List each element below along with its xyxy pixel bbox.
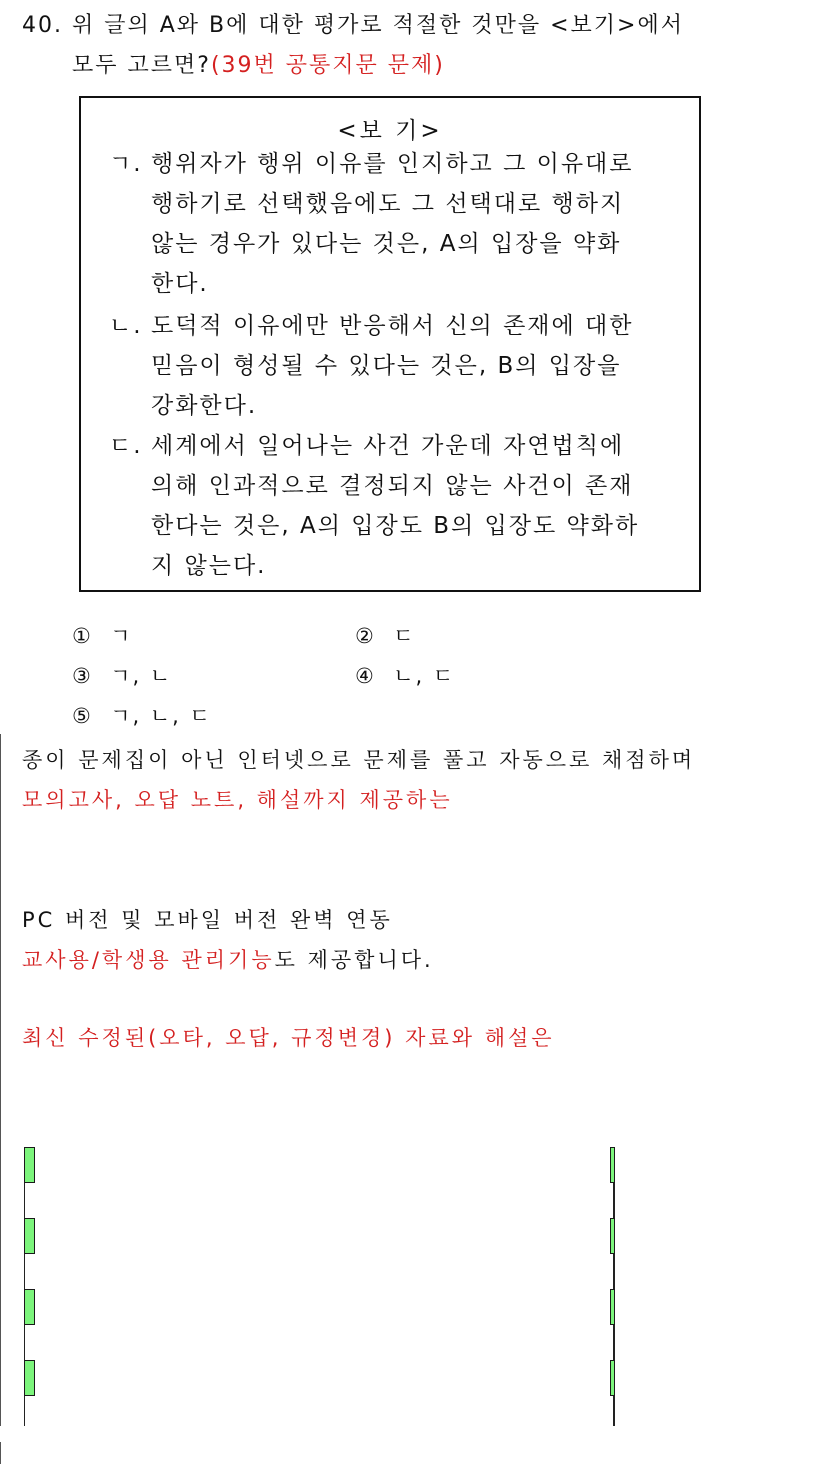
green-bar (24, 1147, 35, 1183)
choice-number: ④ (355, 664, 376, 688)
choice-text: ㄱ (110, 624, 133, 648)
choice-number: ⑤ (72, 704, 93, 728)
bogi-line: 한다는 것은, A의 입장도 B의 입장도 약화하 (151, 513, 640, 539)
choice-2[interactable] (355, 620, 415, 650)
bogi-line: 한다. (151, 271, 209, 297)
green-bar (24, 1289, 35, 1325)
green-bar (24, 1360, 35, 1396)
choice-text: ㄴ, ㄷ (393, 664, 456, 688)
ad-line-3: PC 버전 및 모바일 버전 완벽 연동 (22, 908, 393, 932)
choice-number: ③ (72, 664, 93, 688)
bogi-line: 강화한다. (151, 393, 258, 419)
question-number: 40. (22, 13, 63, 38)
ad-line-2: 모의고사, 오답 노트, 해설까지 제공하는 (22, 788, 453, 812)
question-note: (39번 공통지문 문제) (210, 53, 445, 78)
left-rule-tail (0, 1442, 1, 1464)
question-line-2 (72, 48, 445, 79)
bogi-line: 않는 경우가 있다는 것은, A의 입장을 약화 (151, 231, 622, 257)
ad-line-4 (22, 944, 434, 974)
choice-number: ② (355, 624, 376, 648)
left-rule (0, 734, 1, 1426)
green-bar (610, 1289, 615, 1325)
green-bar (610, 1218, 615, 1254)
bogi-marker: ㄴ. (109, 313, 143, 339)
bogi-marker: ㄱ. (109, 151, 143, 177)
green-bar (24, 1218, 35, 1254)
bogi-box (79, 96, 701, 592)
bogi-title: <보 기> (337, 118, 443, 144)
question-stem-cont: 모두 고르면? (72, 53, 211, 78)
choice-3[interactable] (72, 660, 172, 690)
bogi-line: 지 않는다. (151, 553, 267, 579)
bogi-line: 믿음이 형성될 수 있다는 것은, B의 입장을 (151, 353, 622, 379)
choice-text: ㄷ (393, 624, 416, 648)
choice-number: ① (72, 624, 93, 648)
ad-line-4-red: 교사용/학생용 관리기능 (22, 948, 275, 972)
bogi-line: 세계에서 일어나는 사건 가운데 자연법칙에 (151, 433, 625, 459)
bogi-line: 행하기로 선택했음에도 그 선택대로 행하지 (151, 191, 625, 217)
question-stem: 위 글의 A와 B에 대한 평가로 적절한 것만을 <보기>에서 (72, 13, 684, 38)
green-bar (610, 1147, 615, 1183)
question-line-1 (22, 8, 684, 39)
bogi-line: 도덕적 이유에만 반응해서 신의 존재에 대한 (151, 313, 634, 339)
bogi-line: 행위자가 행위 이유를 인지하고 그 이유대로 (151, 151, 634, 177)
choice-text: ㄱ, ㄴ (110, 664, 173, 688)
bogi-marker: ㄷ. (109, 433, 143, 459)
ad-line-1: 종이 문제집이 아닌 인터넷으로 문제를 풀고 자동으로 채점하며 (22, 748, 696, 772)
choice-1[interactable] (72, 620, 132, 650)
choice-4[interactable] (355, 660, 455, 690)
ad-line-4-black: 도 제공합니다. (274, 948, 434, 972)
choice-text: ㄱ, ㄴ, ㄷ (110, 704, 212, 728)
ad-line-5: 최신 수정된(오타, 오답, 규정변경) 자료와 해설은 (22, 1026, 555, 1050)
choice-5[interactable] (72, 700, 212, 730)
green-bar (610, 1360, 615, 1396)
bogi-line: 의해 인과적으로 결정되지 않는 사건이 존재 (151, 473, 634, 499)
